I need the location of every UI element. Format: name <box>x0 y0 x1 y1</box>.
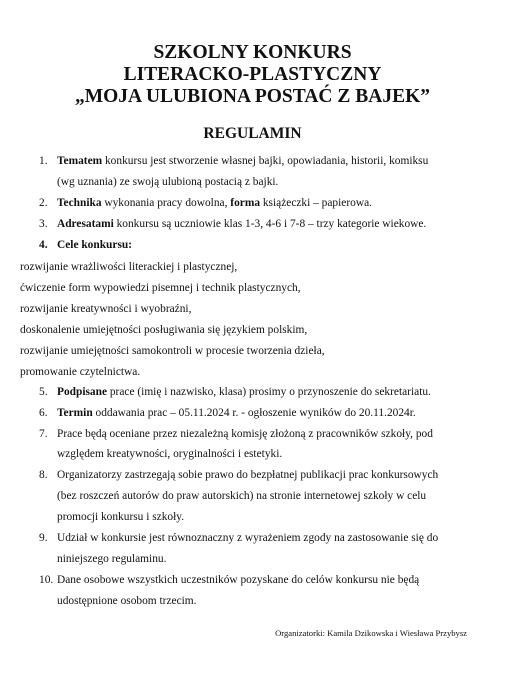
regulations-heading: REGULAMIN <box>203 125 302 142</box>
rule-2-text-end: książeczki – papierowa. <box>260 197 372 209</box>
goal-item: promowanie czytelnictwa. <box>20 366 141 378</box>
organizers-signature: Organizatorki: Kamila Dzikowska i Wiesława Przybysz <box>275 628 467 638</box>
rule-6-keyword: Termin <box>57 407 93 419</box>
rule-number: 5. <box>39 386 48 398</box>
rule-6-text: oddawania prac – 05.11.2024 r. - ogłoszenie wyników do 20.11.2024r. <box>92 407 416 419</box>
rule-1-keyword: Tematem <box>57 155 103 167</box>
rule-number: 6. <box>39 407 48 419</box>
rule-10-line-2: udostępnione osobom trzecim. <box>57 595 197 607</box>
rule-1-line-1 <box>57 154 428 168</box>
rule-1-text: konkursu jest stworzenie własnej bajki, opowiadania, historii, komiksu <box>102 155 429 167</box>
rule-7-line-2: względem kreatywności, oryginalności i estetyki. <box>57 448 283 460</box>
rule-10-line-1: Dane osobowe wszystkich uczestników pozyskane do celów konkursu nie będą <box>57 574 420 586</box>
rule-number: 9. <box>39 532 48 544</box>
title-line-2: LITERACKO-PLASTYCZNY <box>123 64 382 85</box>
rule-9-line-1: Udział w konkursie jest równoznaczny z wyrażeniem zgody na zastosowanie się do <box>57 532 439 544</box>
rule-3-line <box>57 217 426 231</box>
rule-2-text-mid: wykonania pracy dowolna, <box>101 197 231 209</box>
goal-item: ćwiczenie form wypowiedzi pisemnej i technik plastycznych, <box>20 282 301 294</box>
rule-5-line <box>57 385 431 399</box>
title-line-3: „MOJA ULUBIONA POSTAĆ Z BAJEK” <box>74 86 431 107</box>
rule-6-line <box>57 406 416 420</box>
rule-2-keyword-2: forma <box>230 197 261 209</box>
rule-5-keyword: Podpisane <box>57 386 108 398</box>
rule-1-line-2: (wg uznania) ze swoją ulubioną postacią z bajki. <box>57 176 279 188</box>
rule-9-line-2: niniejszego regulaminu. <box>57 553 167 565</box>
rule-number: 1. <box>39 155 48 167</box>
goal-item: doskonalenie umiejętności posługiwania się językiem polskim, <box>20 324 308 336</box>
rule-4-heading: Cele konkursu: <box>57 239 133 251</box>
rule-7-line-1: Prace będą oceniane przez niezależną komisję złożoną z pracowników szkoły, pod <box>57 428 433 440</box>
rule-3-keyword: Adresatami <box>57 218 114 230</box>
rule-number: 7. <box>39 428 48 440</box>
rule-8-line-1: Organizatorzy zastrzegają sobie prawo do bezpłatnej publikacji prac konkursowych <box>57 469 439 481</box>
rule-3-text: konkursu są uczniowie klas 1-3, 4-6 i 7-8 – trzy kategorie wiekowe. <box>113 218 427 230</box>
rule-number: 4. <box>39 239 48 251</box>
rule-number: 8. <box>39 469 48 481</box>
title-line-1: SZKOLNY KONKURS <box>153 42 352 63</box>
rule-number: 10. <box>39 574 54 586</box>
goal-item: rozwijanie umiejętności samokontroli w procesie tworzenia dzieła, <box>20 345 325 357</box>
rule-number: 2. <box>39 197 48 209</box>
rule-8-line-3: promocji konkursu i szkoły. <box>57 511 185 523</box>
goal-item: rozwijanie kreatywności i wyobraźni, <box>20 303 192 315</box>
rule-8-line-2: (bez roszczeń autorów do praw autorskich) na stronie internetowej szkoły w celu <box>57 490 427 502</box>
goal-item: rozwijanie wrażliwości literackiej i plastycznej, <box>20 261 238 273</box>
rule-2-keyword-1: Technika <box>57 197 102 209</box>
rule-number: 3. <box>39 218 48 230</box>
rule-5-text: prace (imię i nazwisko, klasa) prosimy o przynoszenie do sekretariatu. <box>107 386 431 398</box>
rule-2-line <box>57 196 372 210</box>
